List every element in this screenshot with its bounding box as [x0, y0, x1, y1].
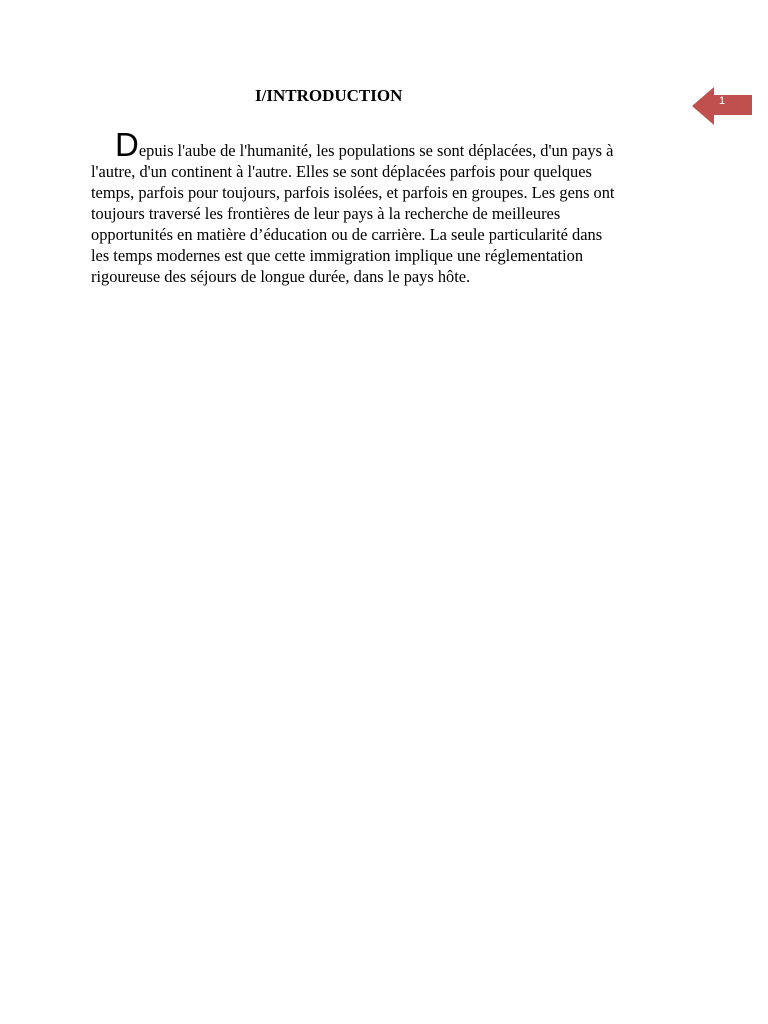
section-heading: I/INTRODUCTION: [255, 86, 403, 105]
page-number: 1: [718, 95, 726, 107]
intro-paragraph: [91, 126, 681, 287]
paragraph-line: temps, parfois pour toujours, parfois isolées, et parfois en groupes. Les gens ont: [91, 183, 615, 202]
drop-cap-letter: D: [115, 126, 139, 163]
paragraph-line: l'autre, d'un continent à l'autre. Elles se sont déplacées parfois pour quelques: [91, 162, 592, 181]
paragraph-line: les temps modernes est que cette immigration implique une réglementation: [91, 246, 584, 265]
paragraph-line: rigoureuse des séjours de longue durée, dans le pays hôte.: [91, 267, 471, 286]
paragraph-line-text: epuis l'aube de l'humanité, les populations se sont déplacées, d'un pays à: [138, 141, 614, 160]
paragraph-line: opportunités en matière d’éducation ou de carrière. La seule particularité dans: [91, 225, 603, 244]
paragraph-line: [91, 126, 681, 163]
paragraph-line: toujours traversé les frontières de leur pays à la recherche de meilleures: [91, 204, 561, 223]
